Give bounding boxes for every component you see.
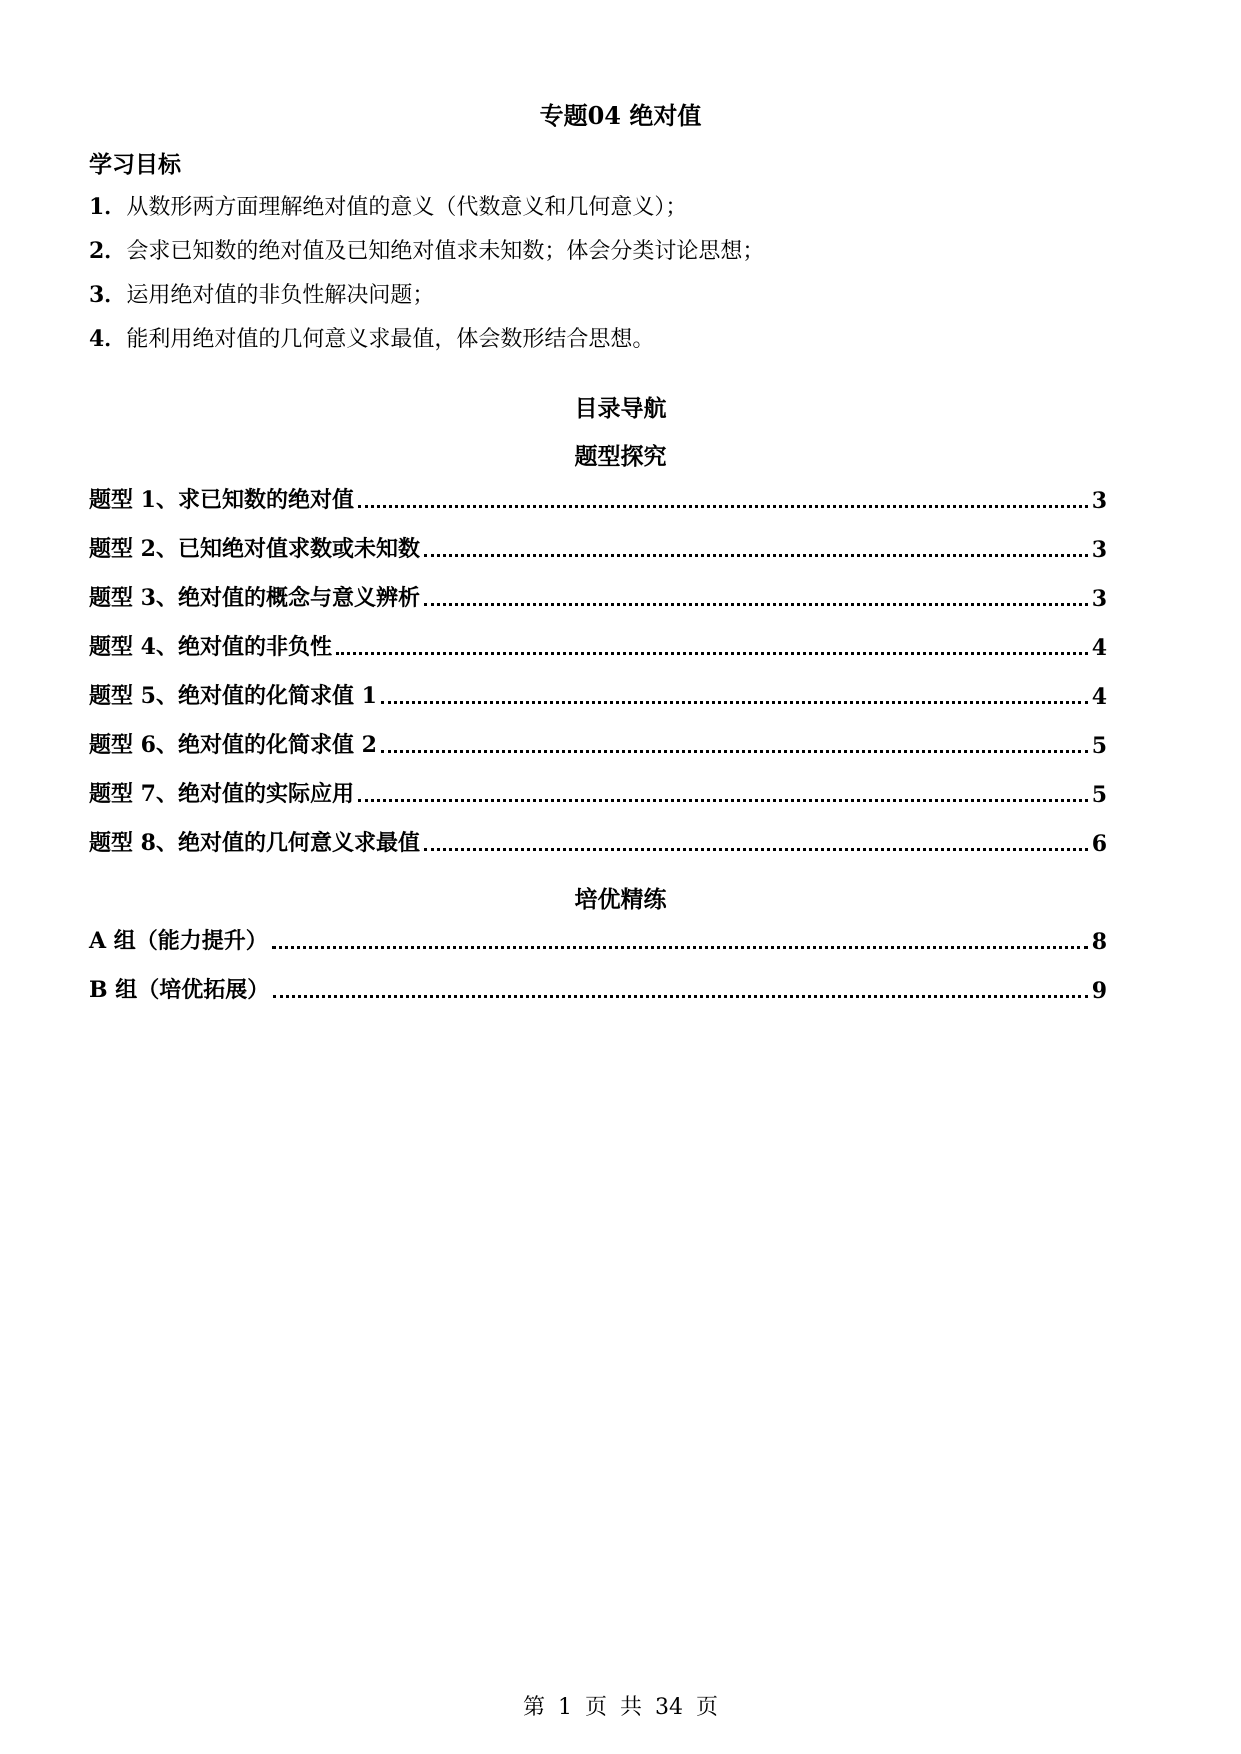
dot-leader bbox=[424, 848, 1088, 851]
dot-leader bbox=[424, 603, 1088, 606]
toc-entry-page: 3 bbox=[1091, 537, 1107, 563]
toc-entry-page: 5 bbox=[1091, 782, 1107, 808]
dot-leader bbox=[381, 701, 1088, 704]
dot-leader bbox=[424, 554, 1088, 557]
dot-leader bbox=[272, 946, 1088, 949]
toc-entry-label: 题型 3、绝对值的概念与意义辨析 bbox=[89, 585, 420, 611]
toc-entry[interactable] bbox=[89, 582, 1107, 612]
objective-item bbox=[89, 322, 654, 353]
objective-text: 会求已知数的绝对值及已知绝对值求未知数；体会分类讨论思想； bbox=[126, 239, 765, 264]
toc-entry[interactable] bbox=[89, 729, 1107, 759]
toc-entry-label: B 组（培优拓展） bbox=[89, 977, 270, 1003]
toc-entry-label: 题型 7、绝对值的实际应用 bbox=[89, 781, 354, 807]
dot-leader bbox=[381, 750, 1088, 753]
toc-entry-page: 6 bbox=[1091, 831, 1107, 857]
toc-entry-label: 题型 4、绝对值的非负性 bbox=[89, 634, 332, 660]
toc-entry-label: 题型 2、已知绝对值求数或未知数 bbox=[89, 536, 420, 562]
toc-entry-label: A 组（能力提升） bbox=[89, 928, 268, 954]
objective-item bbox=[89, 190, 687, 221]
toc-entry[interactable] bbox=[89, 680, 1107, 710]
toc-entry-page: 4 bbox=[1091, 635, 1107, 661]
toc-entry[interactable] bbox=[89, 827, 1107, 857]
objectives-heading: 学习目标 bbox=[89, 151, 181, 178]
document-title: 专题04 绝对值 bbox=[539, 101, 702, 130]
objective-number: 1． bbox=[89, 194, 127, 220]
dot-leader bbox=[358, 799, 1088, 802]
toc-entry-page: 8 bbox=[1091, 929, 1107, 955]
toc-entry-label: 题型 1、求已知数的绝对值 bbox=[89, 487, 354, 513]
toc-entry[interactable] bbox=[89, 974, 1107, 1004]
toc-entry[interactable] bbox=[89, 778, 1107, 808]
objective-item bbox=[89, 278, 434, 309]
toc-entry[interactable] bbox=[89, 533, 1107, 563]
toc-entry[interactable] bbox=[89, 925, 1107, 955]
toc-entry-page: 9 bbox=[1091, 978, 1107, 1004]
explore-heading: 题型探究 bbox=[574, 443, 667, 470]
toc-entry-label: 题型 8、绝对值的几何意义求最值 bbox=[89, 830, 420, 856]
toc-heading: 目录导航 bbox=[574, 395, 667, 422]
objective-text: 能利用绝对值的几何意义求最值，体会数形结合思想。 bbox=[126, 327, 655, 352]
objective-text: 运用绝对值的非负性解决问题； bbox=[126, 283, 435, 308]
dot-leader bbox=[273, 995, 1087, 998]
toc-entry-page: 4 bbox=[1091, 684, 1107, 710]
practice-heading: 培优精练 bbox=[574, 886, 667, 913]
objective-text: 从数形两方面理解绝对值的意义（代数意义和几何意义）； bbox=[126, 195, 688, 220]
toc-entry-page: 5 bbox=[1091, 733, 1107, 759]
dot-leader bbox=[336, 652, 1088, 655]
toc-entry-label: 题型 6、绝对值的化简求值 2 bbox=[89, 732, 377, 758]
toc-entry[interactable] bbox=[89, 631, 1107, 661]
toc-entry-label: 题型 5、绝对值的化简求值 1 bbox=[89, 683, 377, 709]
toc-entry-page: 3 bbox=[1091, 586, 1107, 612]
toc-entry[interactable] bbox=[89, 484, 1107, 514]
page-footer: 第 1 页 共 34 页 bbox=[523, 1695, 718, 1720]
toc-entry-page: 3 bbox=[1091, 488, 1107, 514]
objective-number: 2． bbox=[89, 238, 127, 264]
objective-number: 4． bbox=[89, 326, 127, 352]
dot-leader bbox=[358, 505, 1088, 508]
objective-item bbox=[89, 234, 764, 265]
objective-number: 3． bbox=[89, 282, 127, 308]
